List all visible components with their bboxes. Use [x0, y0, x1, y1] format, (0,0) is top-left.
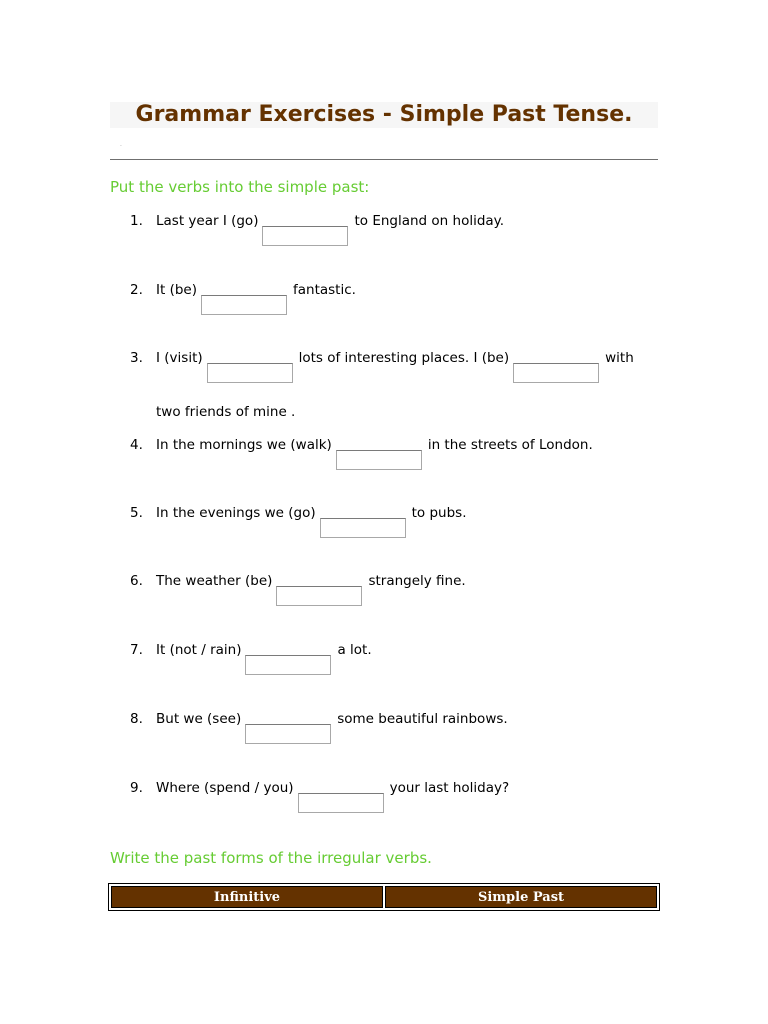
item-number: 4.	[130, 437, 143, 453]
item-text-after: fantastic.	[292, 282, 356, 298]
exercise-item-3	[130, 349, 634, 367]
answer-blank	[245, 710, 333, 728]
answer-input-6[interactable]	[276, 586, 362, 606]
item-text-after: a lot.	[337, 642, 372, 658]
section-heading-simple-past: Put the verbs into the simple past:	[110, 178, 370, 196]
exercise-item-8	[130, 710, 508, 728]
item-text-before: It (not / rain)	[156, 642, 242, 658]
item-text-middle: lots of interesting places. I (be)	[298, 350, 510, 366]
answer-input-9[interactable]	[298, 793, 384, 813]
section-heading-irregular-verbs: Write the past forms of the irregular verbs.	[110, 849, 432, 867]
irregular-verbs-table	[108, 883, 660, 911]
item-text-before: It (be)	[156, 282, 197, 298]
exercise-item-9	[130, 779, 509, 797]
horizontal-rule	[110, 159, 658, 160]
item-text-before: In the mornings we (walk)	[156, 437, 332, 453]
answer-input-7[interactable]	[245, 655, 331, 675]
item-text-after: your last holiday?	[389, 780, 510, 796]
item-text-after: to England on holiday.	[354, 213, 505, 229]
item-text-before: Last year I (go)	[156, 213, 259, 229]
item-text-before: I (visit)	[156, 350, 203, 366]
item-text-before: The weather (be)	[156, 573, 273, 589]
title-box	[110, 102, 658, 128]
tiny-mark: .	[120, 141, 122, 148]
answer-blank	[298, 779, 386, 797]
exercise-item-5	[130, 504, 467, 522]
table-header-row	[111, 886, 657, 908]
item-text-after: with	[605, 350, 634, 366]
column-header-simple-past: Simple Past	[385, 886, 657, 908]
answer-input-5[interactable]	[320, 518, 406, 538]
answer-blank	[201, 281, 289, 299]
item-text-after: strangely fine.	[368, 573, 466, 589]
answer-blank	[207, 349, 295, 367]
item-number: 1.	[130, 213, 143, 229]
exercise-item-7	[130, 641, 372, 659]
answer-input-2[interactable]	[201, 295, 287, 315]
item-number: 6.	[130, 573, 143, 589]
item-number: 5.	[130, 505, 143, 521]
answer-blank	[262, 212, 350, 230]
answer-input-3b[interactable]	[513, 363, 599, 383]
item-text-after: some beautiful rainbows.	[337, 711, 508, 727]
item-number: 3.	[130, 350, 143, 366]
answer-blank	[336, 436, 424, 454]
item-text-after: to pubs.	[411, 505, 467, 521]
page-title: Grammar Exercises - Simple Past Tense.	[135, 102, 633, 127]
exercise-item-4	[130, 436, 593, 454]
item-3-continuation: two friends of mine .	[156, 404, 296, 420]
exercise-item-2	[130, 281, 356, 299]
item-text-before: In the evenings we (go)	[156, 505, 316, 521]
answer-blank	[513, 349, 601, 367]
answer-input-3a[interactable]	[207, 363, 293, 383]
item-number: 7.	[130, 642, 143, 658]
exercise-item-6	[130, 572, 466, 590]
answer-input-8[interactable]	[245, 724, 331, 744]
answer-input-1[interactable]	[262, 226, 348, 246]
answer-blank	[276, 572, 364, 590]
item-number: 2.	[130, 282, 143, 298]
answer-input-4[interactable]	[336, 450, 422, 470]
item-number: 8.	[130, 711, 143, 727]
item-text-before: Where (spend / you)	[156, 780, 294, 796]
item-text-before: But we (see)	[156, 711, 242, 727]
item-text-after: in the streets of London.	[427, 437, 593, 453]
column-header-infinitive: Infinitive	[111, 886, 383, 908]
exercise-item-1	[130, 212, 504, 230]
answer-blank	[320, 504, 408, 522]
item-number: 9.	[130, 780, 143, 796]
answer-blank	[245, 641, 333, 659]
